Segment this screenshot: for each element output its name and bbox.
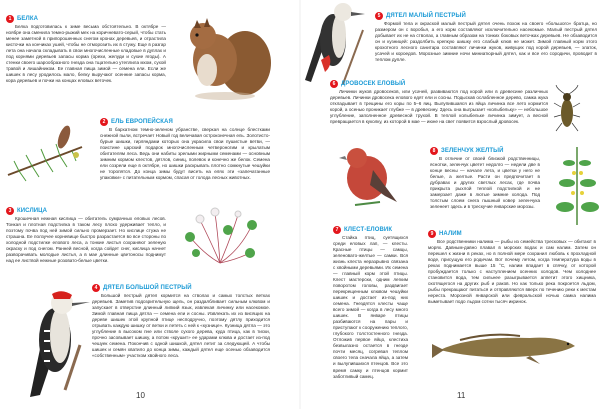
section-klest — [333, 226, 408, 380]
section-text: Личинки жуков дровосеков, или усачей, развиваются под корой или в древесине различных деревьев. Личинки дровосека елового едят ели и сосны. Подыскав ослабленное дерево, самка жука откладывает в трещины его коры по 5–6 яиц. Вылупившаяся из яйца личинка все лето кормится корой, а осенью проникает глубже — в древесину. Здесь она выгрызает «колыбельку» — небольшое углубление, заполненное древесной трухой. В теплой колыбельке личинка зимует, а весной превращается в куколку, из которой в мае — июне на свет появится взрослый дровосек. — [330, 88, 548, 124]
section-dyatel-bolshoy — [92, 284, 270, 359]
section-number-badge: 1 — [6, 15, 14, 23]
lesser-spotted-woodpecker-illustration — [303, 0, 378, 85]
section-title: НАЛИМ — [439, 230, 462, 237]
section-text: Большой пестрый дятел кормится на стволах и самых толстых ветках деревьев. Заметив подозрительную щель, он раздалбливает сильным клювом и запускает в отверстие длинный липкий язык, извлекая личинку или насекомое. Зимой главная пища дятла — семена ели и сосны. Извлекать их из висящих на дереве шишек этой крупной птице несподручно, поэтому дятлу приходится отрывать каждую шишку от ветки и лететь с ней к «кузнице». Кузница дятла — это углубление в высоком пне или стволе сухого дерева, куда птица, как в тиски, прочно засовывает шишку, а потом «крушит» ее ударами клюва и достает из-под чешуек семена. Покончив с одной шишкой, дятел летит за следующей. А чтобы шишек и семян хватило до конца зимы, каждый дятел еще осенью обзаводится «собственным» участком хвойного леса. — [92, 292, 270, 358]
section-el-evropeyskaya — [100, 118, 270, 181]
section-text: Белка подготовилась к зиме весьма обстоятельно. В октябре — ноябре она сменила темно-рыжий мех на коричневато-серый, чтобы стать менее заметной в припорошенных снегом кронах деревьев, и отрастила кисточки на кончиках ушей, чтобы не отморозить их в стужу. Еще в разгар лета она начала складывать в свои многочисленные кладовые в дуплах и под корнями деревьев запасы корма (орехи, желуди и сухие ягоды). А стенки своего шарообразного гнезда она тщательно утеплила мхом, сухой травой и лишайником. Ее главная пища зимой — семена ели. Если же шишек в лесу уродилось мало, белку выручают осенние запасы корма, кора деревьев и почки на концах еловых веточек. — [6, 23, 166, 83]
section-text: В бархатном темно-зеленом убранстве, сверкая на солнце блестками снежной пыли, встречает Новый год величавая остроконечная ель. Золотисто-бурые шишки, гирляндами которых она украсила свои пушистые ветви, — поистине царский подарок многочисленным четвероногим и крылатым обитателям леса. Ведь они набиты зрелыми жирными семенами — основным зимним кормом клестов, дятлов, синиц, полевок и конечно же белок. Семена ели созрели еще в октябре, но шишки раскрывать плотно сомкнутые чешуйки не торопятся. До конца зимы будут висеть на елях эти «запечатанные упаковки» с питательным кормом, спасая от голода лесных животных. — [100, 126, 270, 180]
section-text: В отличие от своей близкой родственницы, яснотки, зеленчук цветет недолго — недели две в конце весны — начале лета, и цветки у него не белые, а желтые. Расти он предпочитает в дубравах и других светлых лесах, где почва прикрыта рыхлой теплой подстилкой и не замерзает даже в лютые зимние холода. Под толстым слоем снега пышный ковер зеленчука зеленеет здесь и в трескучие январские морозы. — [430, 155, 540, 209]
longhorn-beetle-illustration — [552, 85, 582, 135]
section-text: Стайка птиц, суетящихся среди еловых лап, — клесты. Красные птицы — самцы, зеленовато-желтые — самки. Вся жизнь клеста неразрывно связана с хвойными деревьями. Их семена — главный корм этой птицы. Клест мастерски, одним легким поворотом головы, раздвигает перекрещенным клювом чешуйки шишек и достает из-под них семена. Гнездятся клесты чаще всего зимой — когда в лесу много шишек. В январе птицы разбиваются на пары и приступают к сооружению теплого, глубокого толстостенного гнезда. Отложив первое яйцо, клестиха безвылазно остается в гнезде почти месяц, согревая теплом своего тела сначала яйца, а затем и вылупившихся птенцов. Все это время самку и птенцов кормит заботливый самец. — [333, 234, 408, 379]
page-number-left: 10 — [136, 391, 145, 400]
section-kislitsa — [6, 207, 166, 264]
squirrel-illustration — [175, 8, 285, 108]
section-title: БЕЛКА — [17, 15, 39, 22]
section-number-badge: 3 — [6, 207, 14, 215]
section-title: ЗЕЛЕНЧУК ЖЕЛТЫЙ — [441, 147, 504, 154]
crossbill-illustration — [335, 140, 405, 220]
yellow-archangel-illustration — [555, 145, 600, 225]
section-text: Крошечная нежная кислица — обитатель сумрачных еловых лесов. Тонкая и плотная подстилка в таком лесу плохо удерживает тепло, и поэтому почва под ней зимой сильно промерзает. Но кислице стужа не страшна. Ее ползучее корневище быстро разрастается во все стороны по холодной подстилке елового леса, а тонкие листья сохраняют зеленую окраску и под снегом. Ранней весной, когда сойдет снег, кислица начнет разворачивать молодые листья, а в мае длинные цветоносы поднимут над ее листвой нежные розовато-белые цветки. — [6, 215, 166, 263]
section-number-badge: 5 — [375, 12, 383, 20]
section-title: ДРОВОСЕК ЕЛОВЫЙ — [341, 80, 406, 87]
section-title: ДЯТЕЛ МАЛЫЙ ПЕСТРЫЙ — [386, 12, 466, 19]
section-drovosek — [330, 80, 548, 125]
spruce-branch-illustration — [4, 125, 89, 185]
section-number-badge: 6 — [330, 80, 338, 88]
section-title: КИСЛИЦА — [17, 207, 48, 214]
great-spotted-woodpecker-illustration — [10, 285, 90, 403]
section-zelenchuk — [430, 147, 540, 210]
section-text: Формой тела и окраской малый пестрый дятел очень похож на своего «большого» братца, но размером он с воробья, а его корм составляют исключительно насекомые. Малый пестрый дятел добывает их не на стволах, а главным образом на тонких боковых веточках деревьев. Не обзаводится он и кузницей: раздолбить крепкую шишку его слабый клюв не может. Зимой главный корм этого крохотного лесного санитара составляют личинки жуков, живущих под корой деревьев, — златок, усачей и короедов. Морозные зимние ночи миниатюрный дятел, как и все его сородичи, проводит в теплом дупле. — [375, 20, 597, 62]
section-number-badge: 9 — [428, 230, 436, 238]
wood-sorrel-illustration — [180, 205, 265, 265]
burbot-illustration — [430, 328, 580, 368]
section-title: ЕЛЬ ЕВРОПЕЙСКАЯ — [111, 118, 173, 125]
section-text: Все родственники налима — рыбы из семейства тресковых — обитают в морях. Давным-давно плавал в морских водах и сам налим. Затем он перешел к жизни в реках, но в полной мере сохранил любовь к прохладной воде, присущую его родичам. Вот почему летом, когда температура воды в реках поднимается выше 15 °С, налим впадает в спячку, от которой пробуждается только с наступлением осенних холодов. Чем холоднее становится вода, тем сильнее разыгрывается аппетит этого хищника, охотящегося на других рыб и раков. Но как только река покроется льдом, рыбы прекращают питаться и отправляются вверх по течению реки к местам нереста. Морозной январской или февральской ночью самка налима выметывает подо льдом сотни тысяч икринок. — [428, 238, 596, 304]
section-belka — [6, 15, 166, 84]
section-number-badge: 7 — [333, 226, 341, 234]
section-nalim — [428, 230, 596, 305]
section-title: ДЯТЕЛ БОЛЬШОЙ ПЕСТРЫЙ — [103, 284, 192, 291]
page-number-right: 11 — [457, 391, 466, 400]
section-number-badge: 8 — [430, 147, 438, 155]
section-title: КЛЕСТ-ЕЛОВИК — [344, 226, 393, 233]
page-gutter — [299, 0, 301, 409]
section-number-badge: 2 — [100, 118, 108, 126]
section-dyatel-malyy — [375, 12, 597, 63]
section-number-badge: 4 — [92, 284, 100, 292]
